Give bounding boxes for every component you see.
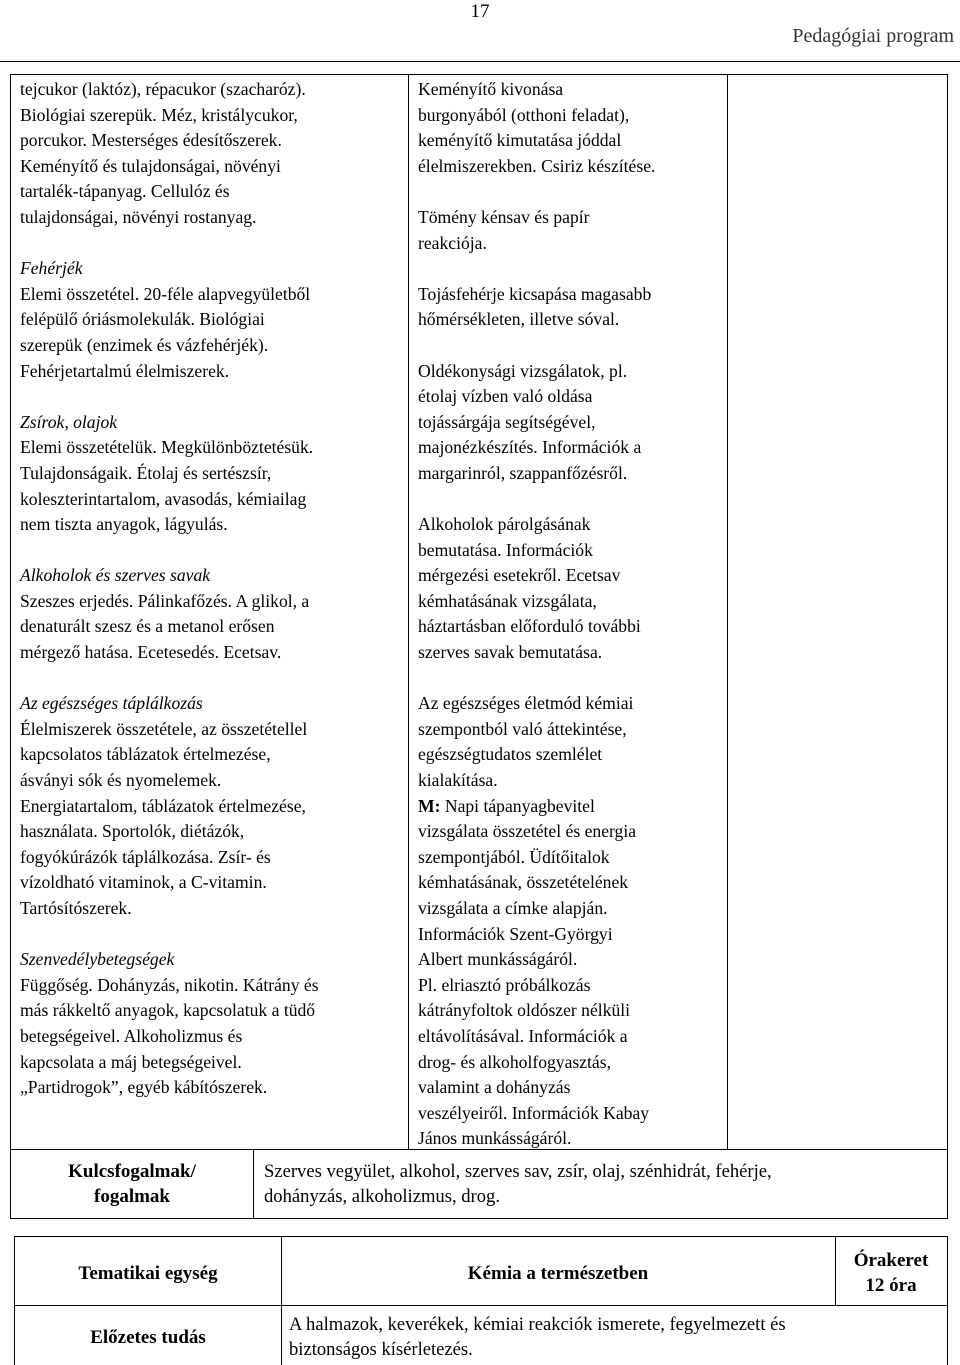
activity-line: kialakítása.	[418, 770, 498, 791]
table1-border-top	[10, 74, 948, 75]
content-line: denaturált szesz és a metanol erősen	[20, 616, 275, 637]
key-concepts-label-line1: Kulcsfogalmak/	[68, 1161, 196, 1182]
key-concepts-line2: dohányzás, alkoholizmus, drog.	[264, 1186, 500, 1207]
content-line: Elemi összetétel. 20-féle alapvegyületből	[20, 283, 311, 304]
table2-border-left	[14, 1236, 15, 1365]
section-heading: Zsírok, olajok	[20, 411, 118, 432]
activity-line: kémhatásának vizsgálata,	[418, 590, 597, 611]
key-concepts-text	[264, 1159, 944, 1209]
activity-line: eltávolításával. Információk a	[418, 1025, 628, 1046]
activity-line: kátrányfoltok oldószer nélküli	[418, 1000, 631, 1021]
prior-knowledge-line1: A halmazok, keverékek, kémiai reakciók ismerete, fegyelmezett és	[289, 1314, 786, 1335]
content-line: Energiatartalom, táblázatok értelmezése,	[20, 795, 306, 816]
activity-line: margarinról, szappanfőzésről.	[418, 462, 628, 483]
method-marker: M:	[418, 795, 441, 816]
content-line: Keményítő és tulajdonságai, növényi	[20, 155, 281, 176]
table2-col-divider	[281, 1236, 282, 1365]
thematic-unit-label: Tematikai egység	[78, 1263, 218, 1284]
activity-line: Tojásfehérje kicsapása magasabb	[418, 283, 652, 304]
activities-column	[418, 77, 724, 1152]
content-line: betegségeivel. Alkoholizmus és	[20, 1025, 243, 1046]
activity-line: drog- és alkoholfogyasztás,	[418, 1051, 611, 1072]
key-concepts-label	[12, 1159, 252, 1209]
content-line: tulajdonságai, növényi rostanyag.	[20, 206, 257, 227]
hours-label: Órakeret	[853, 1250, 929, 1271]
content-line: kapcsolatos táblázatok értelmezése,	[20, 744, 271, 765]
paragraph-gap	[418, 666, 724, 692]
activity-line: Alkoholok párolgásának	[418, 514, 591, 535]
prior-knowledge-text	[289, 1312, 939, 1362]
header-title: Pedagógiai program	[792, 25, 954, 47]
activity-line: János munkásságáról.	[418, 1128, 572, 1149]
activity-line: egészségtudatos szemlélet	[418, 744, 603, 765]
paragraph-gap	[20, 666, 406, 692]
key-concepts-label-line2: fogalmak	[94, 1186, 170, 1207]
table2-border-top	[14, 1236, 948, 1237]
activity-line: bemutatása. Információk	[418, 539, 593, 560]
activity-line: szempontjából. Üdítőitalok	[418, 846, 610, 867]
paragraph-gap	[20, 922, 406, 948]
activity-line: mérgezési esetekről. Ecetsav	[418, 565, 621, 586]
activity-line: hőmérsékleten, illetve sóval.	[418, 309, 620, 330]
activity-line: háztartásban előforduló további	[418, 616, 641, 637]
section-heading: Fehérjék	[20, 258, 83, 279]
activity-text: Napi tápanyagbevitel	[440, 795, 595, 816]
prior-knowledge-label: Előzetes tudás	[90, 1327, 206, 1348]
activity-line: vizsgálata összetétel és energia	[418, 821, 637, 842]
activity-line: étolaj vízben való oldása	[418, 386, 593, 407]
hours-value: 12 óra	[865, 1275, 917, 1296]
content-column	[20, 77, 406, 1101]
hours-cell	[837, 1248, 945, 1298]
section-heading: Szenvedélybetegségek	[20, 949, 175, 970]
content-line: tartalék-tápanyag. Cellulóz és	[20, 181, 230, 202]
content-line: Függőség. Dohányzás, nikotin. Kátrány és	[20, 974, 319, 995]
activity-line: vizsgálata a címke alapján.	[418, 898, 608, 918]
activity-line: Tömény kénsav és papír	[418, 206, 590, 227]
activity-line: szerves savak bemutatása.	[418, 642, 603, 663]
paragraph-gap	[20, 231, 406, 257]
paragraph-gap	[418, 333, 724, 359]
content-line: porcukor. Mesterséges édesítőszerek.	[20, 130, 282, 151]
paragraph-gap	[20, 538, 406, 564]
activity-line: kémhatásának, összetételének	[418, 872, 629, 893]
content-line: Tartósítószerek.	[20, 898, 132, 918]
activity-line: keményítő kimutatása jóddal	[418, 130, 622, 151]
content-line: nem tiszta anyagok, lágyulás.	[20, 514, 228, 535]
activity-line: Pl. elriasztó próbálkozás	[418, 974, 591, 995]
table1-border-left	[10, 74, 11, 1219]
activity-line: Keményítő kivonása	[418, 79, 564, 99]
content-line: szerepük (enzimek és vázfehérjék).	[20, 334, 269, 355]
content-line: Elemi összetételük. Megkülönböztetésük.	[20, 437, 314, 458]
table2-border-right	[947, 1236, 948, 1365]
activity-line: majonézkészítés. Információk a	[418, 437, 642, 458]
activity-line: Albert munkásságáról.	[418, 949, 578, 970]
table1-divider-col1	[408, 74, 409, 1149]
table2-hours-divider	[835, 1236, 836, 1306]
content-line: Tulajdonságaik. Étolaj és sertészsír,	[20, 462, 272, 483]
table1-key-divider	[253, 1149, 254, 1219]
content-line: ásványi sók és nyomelemek.	[20, 770, 222, 791]
content-line: „Partidrogok”, egyéb kábítószerek.	[20, 1077, 268, 1098]
activity-line: valamint a dohányzás	[418, 1077, 571, 1098]
activity-line: reakciója.	[418, 232, 487, 253]
table1-border-right	[947, 74, 948, 1219]
paragraph-gap	[418, 487, 724, 513]
content-line: Biológiai szerepük. Méz, kristálycukor,	[20, 104, 298, 125]
content-line: tejcukor (laktóz), répacukor (szacharóz).	[20, 79, 306, 99]
table2-row-divider	[14, 1305, 948, 1306]
activity-line: élelmiszerekben. Csiriz készítése.	[418, 155, 656, 176]
thematic-unit-value: Kémia a természetben	[467, 1263, 649, 1284]
content-line: Szeszes erjedés. Pálinkafőzés. A glikol, a	[20, 590, 310, 611]
content-line: Élelmiszerek összetétele, az összetétellel	[20, 718, 308, 739]
prior-knowledge-line2: biztonságos kísérletezés.	[289, 1339, 473, 1360]
content-line: Fehérjetartalmú élelmiszerek.	[20, 360, 230, 381]
activity-line: Az egészséges életmód kémiai	[418, 693, 634, 714]
activity-line	[418, 794, 724, 820]
paragraph-gap	[418, 256, 724, 282]
table1-divider-col2	[727, 74, 728, 1149]
key-concepts-line1: Szerves vegyület, alkohol, szerves sav, zsír, olaj, szénhidrát, fehérje,	[264, 1161, 772, 1182]
table1-border-bottom	[10, 1218, 948, 1219]
activity-line: Oldékonysági vizsgálatok, pl.	[418, 360, 628, 381]
content-line: vízoldható vitaminok, a C-vitamin.	[20, 872, 267, 893]
content-line: fogyókúrázók táplálkozása. Zsír- és	[20, 846, 271, 867]
content-line: más rákkeltő anyagok, kapcsolatuk a tüdő	[20, 1000, 316, 1021]
header-rule	[0, 61, 960, 62]
activity-line: veszélyeiről. Információk Kabay	[418, 1102, 650, 1123]
paragraph-gap	[20, 384, 406, 410]
activity-line: burgonyából (otthoni feladat),	[418, 104, 630, 125]
content-line: kapcsolata a máj betegségeivel.	[20, 1051, 242, 1072]
content-line: használata. Sportolók, diétázók,	[20, 821, 245, 842]
activity-line: Információk Szent-Györgyi	[418, 923, 613, 944]
activity-line: tojássárgája segítségével,	[418, 411, 596, 432]
content-line: felépülő óriásmolekulák. Biológiai	[20, 309, 265, 330]
page-number: 17	[470, 1, 490, 22]
paragraph-gap	[418, 179, 724, 205]
content-line: koleszterintartalom, avasodás, kémiailag	[20, 488, 307, 509]
section-heading: Az egészséges táplálkozás	[20, 693, 203, 714]
section-heading: Alkoholok és szerves savak	[20, 565, 211, 586]
activity-line: szempontból való áttekintése,	[418, 718, 627, 739]
content-line: mérgező hatása. Ecetesedés. Ecetsav.	[20, 642, 282, 663]
